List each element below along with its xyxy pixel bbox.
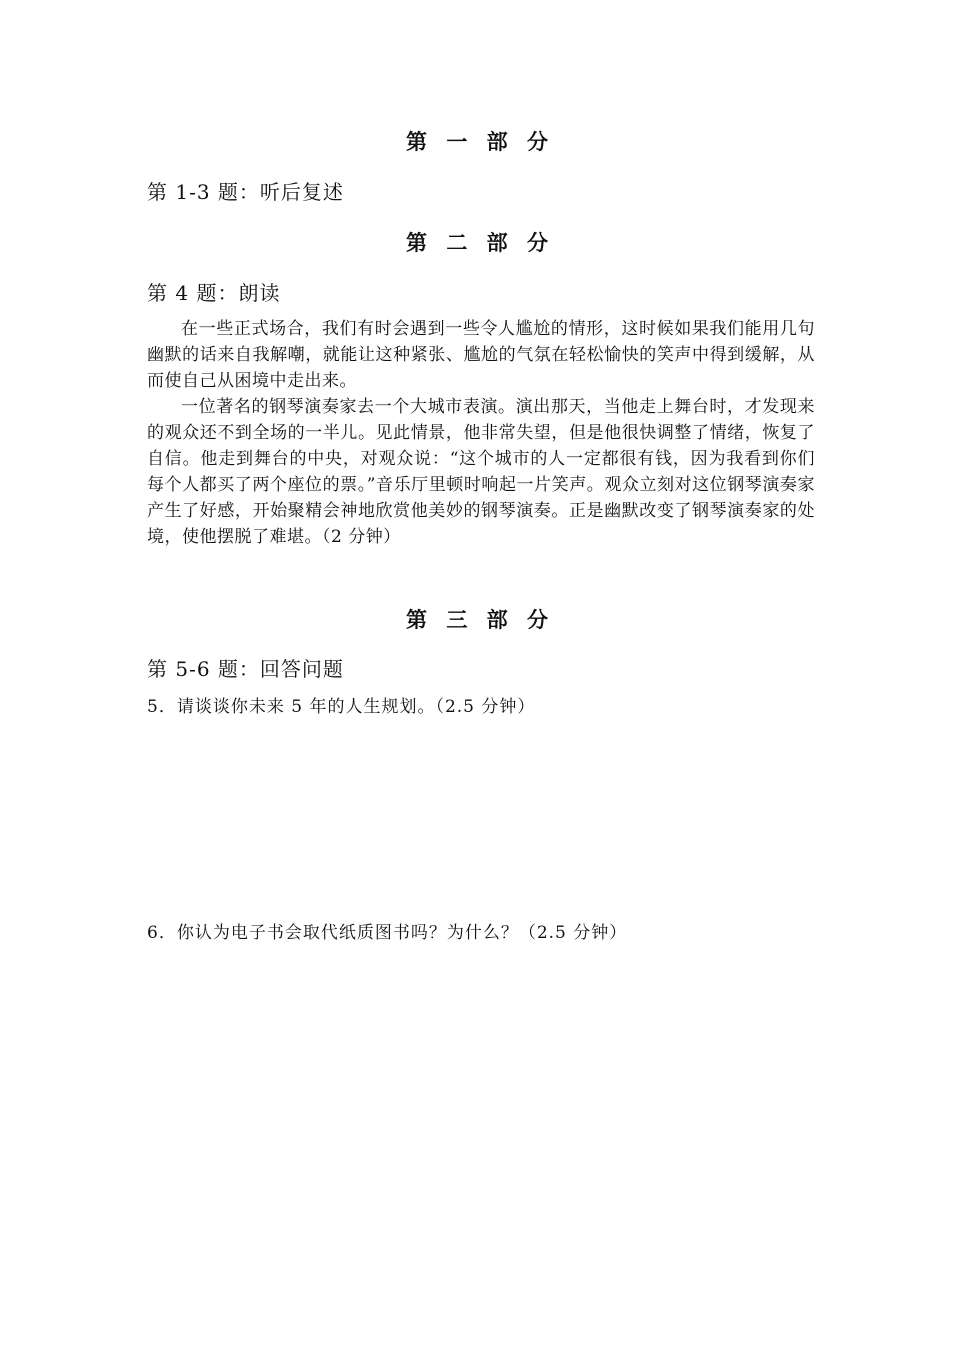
section-title-part-1: 第 一 部 分 bbox=[406, 130, 554, 154]
question-heading-1-3: 第 1-3 题：听后复述 bbox=[147, 180, 344, 204]
section-title-part-2: 第 二 部 分 bbox=[406, 231, 554, 255]
passage-paragraph-1: 在一些正式场合，我们有时会遇到一些令人尴尬的情形，这时候如果我们能用几句幽默的话来自我解嘲，就能让这种紧张、尴尬的气氛在轻松愉快的笑声中得到缓解，从而使自己从困境中走出来。 bbox=[147, 319, 815, 391]
question-heading-4: 第 4 题：朗读 bbox=[147, 281, 281, 305]
question-6: 6．你认为电子书会取代纸质图书吗？为什么？（2.5 分钟） bbox=[147, 923, 628, 943]
reading-passage bbox=[147, 316, 815, 550]
section-title-part-3: 第 三 部 分 bbox=[406, 608, 554, 632]
question-heading-5-6: 第 5-6 题：回答问题 bbox=[147, 657, 344, 681]
question-5: 5．请谈谈你未来 5 年的人生规划。（2.5 分钟） bbox=[147, 697, 536, 717]
passage-paragraph-2: 一位著名的钢琴演奏家去一个大城市表演。演出那天，当他走上舞台时，才发现来的观众还不到全场的一半儿。见此情景，他非常失望，但是他很快调整了情绪，恢复了自信。他走到舞台的中央，对观众说：“这个城市的人一定都很有钱，因为我看到你们每个人都买了两个座位的票。”音乐厅里顿时响起一片笑声。观众立刻对这位钢琴演奏家产生了好感，开始聚精会神地欣赏他美妙的钢琴演奏。正是幽默改变了钢琴演奏家的处境，使他摆脱了难堪。（2 分钟） bbox=[147, 397, 815, 547]
